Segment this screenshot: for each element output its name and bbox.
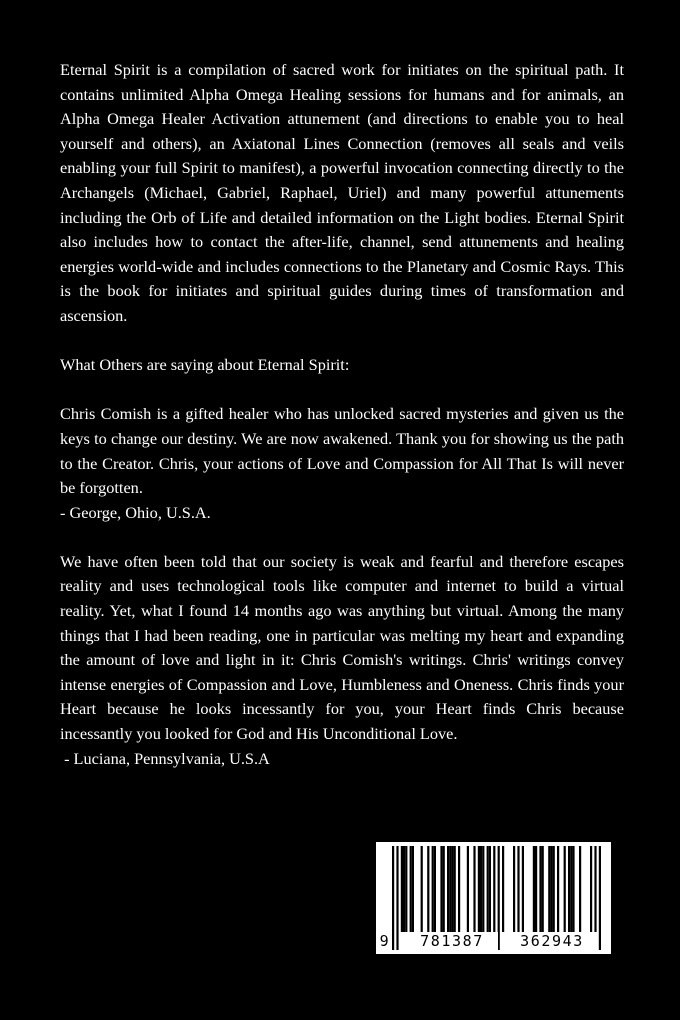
barcode-bar [451,846,453,932]
barcode-bar [454,846,456,932]
barcode-bar [396,846,398,950]
barcode-bar [542,846,544,932]
review-quote-2: We have often been told that our society is weak and fearful and therefore escapes reality and uses technological tools like computer and internet to build a virtual reality. Yet, what I found 14 months ago was anything but virtual. Among the many things that I had been reading, one in particular was melting my heart and expanding the amount of love and light in it: Chris Comish's writings. Chris' writings convey intense energies of Compassion and Love, Humbleness and Oneness. Chris finds your Heart because he looks incessantly for you, your Heart finds Chris because incessantly you looked for God and His Unconditional Love. [60,551,624,744]
barcode-bar [502,846,504,932]
barcode-bar [568,846,570,932]
barcode-bar [401,846,403,932]
barcode-bar [570,846,572,932]
barcode-bar [548,846,550,932]
barcode-bar [533,846,535,932]
barcode-bar [513,846,515,932]
isbn-barcode [376,842,611,954]
spacer [60,378,624,403]
barcode-bar [412,846,414,932]
spacer [60,525,624,550]
barcode-bar [572,846,574,932]
barcode-bar [434,846,436,932]
barcode-bar [405,846,407,932]
barcode-bar [458,846,460,932]
barcode-bar [550,846,552,932]
barcode-bar [487,846,489,932]
barcode-bar [447,846,449,932]
barcode-bar [579,846,581,932]
barcode-bar [539,846,541,932]
book-description: Eternal Spirit is a compilation of sacred work for initiates on the spiritual path. It contains unlimited Alpha Omega Healing sessions for humans and for animals, an Alpha Omega Healer Activation attunement (and directions to enable you to heal yourself and others), an Axiatonal Lines Connection (removes all seals and veils enabling your full Spirit to manifest), a powerful invocation connecting directly to the Archangels (Michael, Gabriel, Raphael, Uriel) and many powerful attunements including the Orb of Life and detailed information on the Light bodies. Eternal Spirit also includes how to contact the after-life, channel, send attunements and healing energies world-wide and includes connections to the Planetary and Cosmic Rays. This is the book for initiates and spiritual guides during times of transformation and ascension. [60,60,624,325]
barcode-bar [467,846,469,932]
barcode-bar [410,846,412,932]
reviews-heading: What Others are saying about Eternal Spirit: [60,355,350,375]
barcode-prefix-digit: 9 [379,932,391,950]
barcode-bar [590,846,592,932]
barcode-bar [432,846,434,932]
barcode-bar [522,846,524,932]
barcode-bar [478,846,480,932]
back-cover-text [60,58,624,771]
barcode-bar [421,846,423,932]
review-attribution-2: - Luciana, Pennsylvania, U.S.A [60,748,270,768]
barcode-left-digits: 781387 [406,932,498,950]
barcode-bar [599,846,601,950]
barcode-bar [427,846,429,932]
barcode-bar [553,846,555,932]
barcode-bar [517,846,519,932]
barcode-bar [440,846,442,932]
barcode-bar [535,846,537,932]
barcode-bar [482,846,484,932]
barcode-bar [564,846,566,932]
barcode-bar [480,846,482,932]
barcode-right-digits: 362943 [506,932,598,950]
barcode-bar [392,846,394,950]
review-attribution-1: - George, Ohio, U.S.A. [60,502,211,522]
spacer [60,329,624,354]
barcode-bar [557,846,559,932]
barcode-bar [449,846,451,932]
barcode-bar [489,846,491,932]
barcode-bar [443,846,445,932]
review-quote-1: Chris Comish is a gifted healer who has unlocked sacred mysteries and given us the keys to change our destiny. We are now awakened. Thank you for showing us the path to the Creator. Chris, your actions of Love and Compassion for All That Is will never be forgotten. [60,404,624,498]
barcode-bar [403,846,405,932]
barcode-bar [473,846,475,932]
